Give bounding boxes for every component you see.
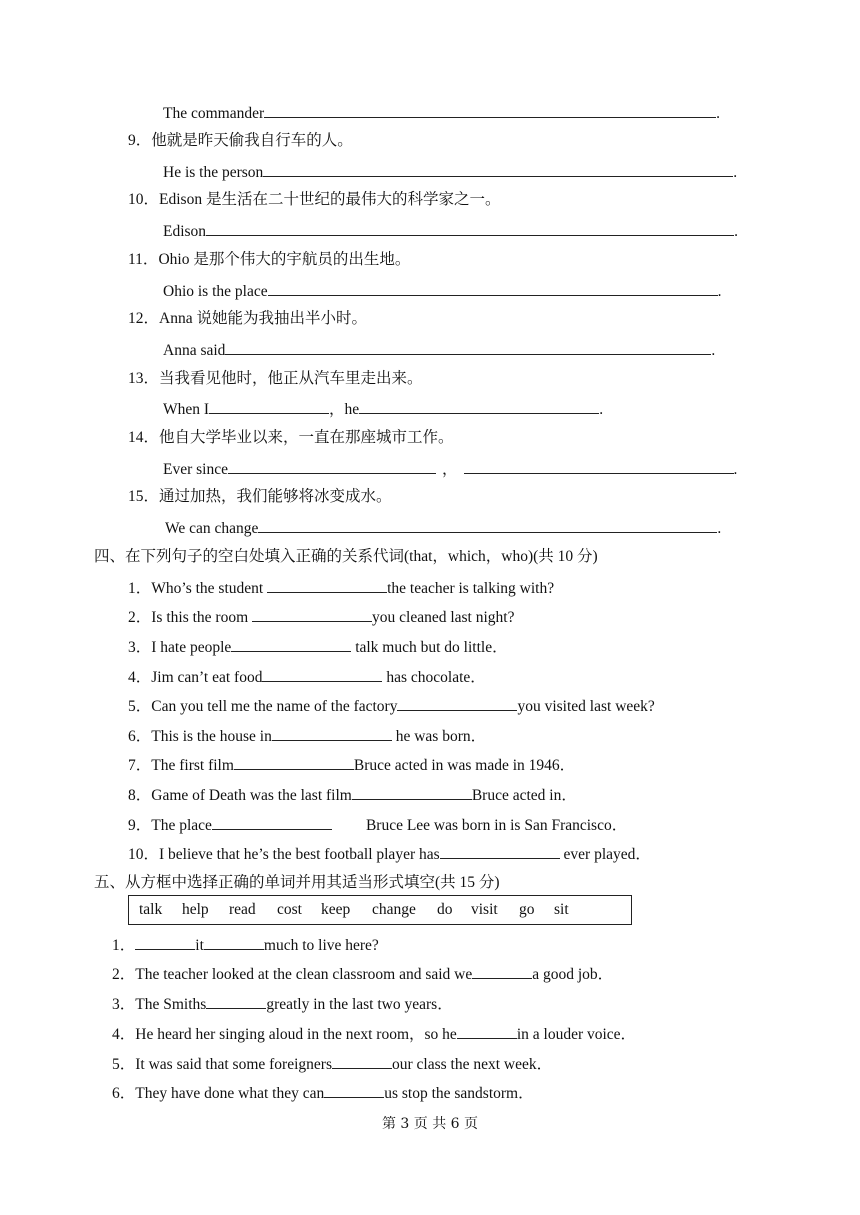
word-form-item: 4．He heard her singing aloud in the next room，so he in a louder voice． xyxy=(112,1023,636,1045)
relative-pronoun-item: 7．The first film Bruce acted in was made in 1946． xyxy=(128,754,575,776)
answer-blank[interactable] xyxy=(263,161,733,177)
word-bank-word: go xyxy=(519,901,535,918)
word-form-item: 2．The teacher looked at the clean classroom and said we a good job． xyxy=(112,963,613,985)
translation-12-answer: Anna said . xyxy=(163,339,715,361)
word-bank-word: cost xyxy=(277,901,302,918)
word-bank-word: visit xyxy=(471,901,498,918)
answer-blank[interactable] xyxy=(231,636,351,652)
translation-14-answer: Ever since ， . xyxy=(163,458,737,480)
answer-blank[interactable] xyxy=(397,695,517,711)
word-form-item: 6．They have done what they can us stop the sandstorm． xyxy=(112,1082,534,1104)
answer-blank[interactable] xyxy=(209,398,329,414)
word-bank-word: do xyxy=(437,901,453,918)
translation-13-prompt: 13．当我看见他时，他正从汽车里走出来。 xyxy=(128,370,423,387)
relative-pronoun-item: 9．The place Bruce Lee was born in is San Francisco． xyxy=(128,814,627,836)
word-bank-word: read xyxy=(229,901,256,918)
translation-11-answer: Ohio is the place . xyxy=(163,280,721,302)
word-bank-box xyxy=(128,895,632,925)
word-bank-word: help xyxy=(182,901,209,918)
relative-pronoun-item: 10．I believe that he’s the best football player has ever played． xyxy=(128,843,651,865)
translation-9-answer: He is the person . xyxy=(163,161,737,183)
translation-15-answer: We can change . xyxy=(165,517,721,539)
relative-pronoun-item: 4．Jim can’t eat food has chocolate． xyxy=(128,666,486,688)
relative-pronoun-item: 6．This is the house in he was born． xyxy=(128,725,486,747)
answer-blank[interactable] xyxy=(262,666,382,682)
word-bank-word: talk xyxy=(139,901,163,918)
word-form-item: 1． it much to live here? xyxy=(112,934,379,956)
answer-blank[interactable] xyxy=(440,843,560,859)
relative-pronoun-item: 2．Is this the room you cleaned last night? xyxy=(128,606,514,628)
translation-14-prompt: 14．他自大学毕业以来，一直在那座城市工作。 xyxy=(128,429,454,446)
translation-10-answer: Edison . xyxy=(163,220,738,242)
answer-blank[interactable] xyxy=(267,577,387,593)
translation-11-prompt: 11．Ohio 是那个伟大的宇航员的出生地。 xyxy=(128,251,411,268)
answer-blank[interactable] xyxy=(135,934,195,950)
relative-pronoun-item: 8．Game of Death was the last film Bruce acted in． xyxy=(128,784,577,806)
translation-10-prompt: 10．Edison 是生活在二十世纪的最伟大的科学家之一。 xyxy=(128,191,501,208)
answer-blank[interactable] xyxy=(457,1023,517,1039)
translation-13-answer: When I ，he . xyxy=(163,398,603,420)
answer-blank[interactable] xyxy=(464,458,734,474)
answer-blank[interactable] xyxy=(228,458,436,474)
word-bank-word: change xyxy=(372,901,416,918)
section-5-heading: 五、从方框中选择正确的单词并用其适当形式填空(共 15 分) xyxy=(94,874,500,891)
answer-blank[interactable] xyxy=(234,754,354,770)
answer-blank[interactable] xyxy=(359,398,599,414)
word-form-item: 5．It was said that some foreigners our class the next week． xyxy=(112,1053,552,1075)
section-4-heading: 四、在下列句子的空白处填入正确的关系代词(that，which，who)(共 10 分) xyxy=(94,548,598,565)
answer-blank[interactable] xyxy=(264,102,716,118)
word-bank-word: keep xyxy=(321,901,351,918)
translation-8-answer: The commander . xyxy=(163,102,720,124)
page-footer: 第 3 页 共 6 页 xyxy=(381,1116,479,1132)
word-form-item: 3．The Smiths greatly in the last two years． xyxy=(112,993,453,1015)
relative-pronoun-item: 5．Can you tell me the name of the factory you visited last week? xyxy=(128,695,655,717)
answer-blank[interactable] xyxy=(258,517,717,533)
answer-blank[interactable] xyxy=(212,814,332,830)
answer-blank[interactable] xyxy=(206,220,734,236)
answer-blank[interactable] xyxy=(206,993,266,1009)
answer-blank[interactable] xyxy=(268,280,718,296)
answer-blank[interactable] xyxy=(472,963,532,979)
relative-pronoun-item: 3．I hate people talk much but do little． xyxy=(128,636,508,658)
answer-blank[interactable] xyxy=(252,606,372,622)
translation-9-prompt: 9．他就是昨天偷我自行车的人。 xyxy=(128,132,353,149)
answer-blank[interactable] xyxy=(272,725,392,741)
answer-blank[interactable] xyxy=(225,339,711,355)
word-bank-word: sit xyxy=(554,901,569,918)
translation-15-prompt: 15．通过加热，我们能够将冰变成水。 xyxy=(128,488,392,505)
relative-pronoun-item: 1．Who’s the student the teacher is talking with? xyxy=(128,577,554,599)
answer-blank[interactable] xyxy=(324,1082,384,1098)
answer-blank[interactable] xyxy=(204,934,264,950)
translation-12-prompt: 12．Anna 说她能为我抽出半小时。 xyxy=(128,310,367,327)
answer-blank[interactable] xyxy=(352,784,472,800)
answer-blank[interactable] xyxy=(332,1053,392,1069)
